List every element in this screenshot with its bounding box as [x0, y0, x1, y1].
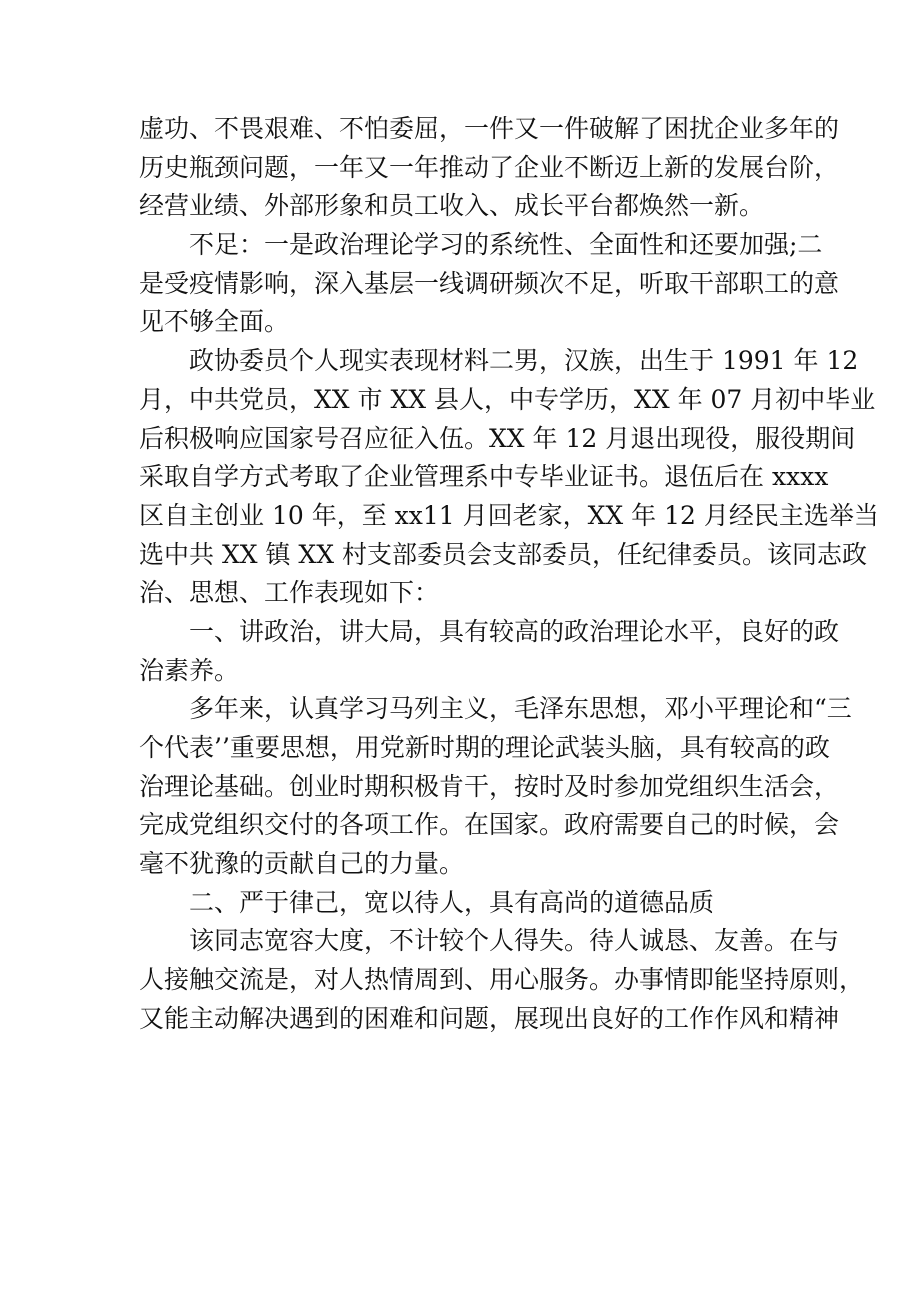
text-line: 多年来，认真学习马列主义，毛泽东思想，邓小平理论和“三: [189, 694, 852, 724]
text-line: 经营业绩、外部形象和员工收入、成长平台都焕然一新。: [139, 191, 765, 221]
text-line: 治、思想、工作表现如下：: [139, 578, 440, 608]
text-line: 一、讲政治，讲大局，具有较高的政治理论水平，良好的政: [189, 616, 840, 646]
text-line: 又能主动解决遇到的困难和问题，展现出良好的工作作风和精神: [139, 1003, 840, 1033]
text-line: 个代表’’重要思想，用党新时期的理论武装头脑，具有较高的政: [139, 733, 830, 762]
text-line: 采取自学方式考取了企业管理系中专毕业证书。退伍后在 xxxx: [139, 462, 829, 492]
text-line: 不足：一是政治理论学习的系统性、全面性和还要加强;二: [189, 230, 823, 260]
text-line: 月，中共党员，XX 市 XX 县人，中专学历，XX 年 07 月初中毕业: [139, 384, 876, 414]
document-body: [139, 110, 879, 1039]
text-line: 历史瓶颈问题，一年又一年推动了企业不断迈上新的发展台阶，: [139, 152, 840, 182]
text-line: 二、严于律己，宽以待人，具有高尚的道德品质: [189, 887, 715, 917]
text-line: 完成党组织交付的各项工作。在国家。政府需要自己的时候，会: [139, 810, 840, 840]
text-line: 选中共 XX 镇 XX 村支部委员会支部委员，任纪律委员。该同志政: [139, 539, 867, 569]
text-line: 治素养。: [139, 655, 240, 685]
text-line: 治理论基础。创业时期积极肯干，按时及时参加党组织生活会，: [139, 771, 840, 801]
text-line: 人接触交流是，对人热情周到、用心服务。办事情即能坚持原则，: [139, 965, 865, 995]
text-line: 见不够全面。: [139, 307, 290, 337]
text-line: 区自主创业 10 年，至 xx11 月回老家，XX 年 12 月经民主选举当: [139, 500, 879, 530]
text-line: 毫不犹豫的贡献自己的力量。: [139, 849, 465, 879]
text-line: 该同志宽容大度，不计较个人得失。待人诚恳、友善。在与: [189, 926, 840, 956]
text-line: 政协委员个人现实表现材料二男，汉族，出生于 1991 年 12: [189, 346, 859, 376]
text-line: 后积极响应国家号召应征入伍。XX 年 12 月退出现役，服役期间: [139, 423, 856, 453]
text-line: 是受疫情影响，深入基层一线调研频次不足，听取干部职工的意: [139, 268, 840, 298]
text-line: 虚功、不畏艰难、不怕委屈，一件又一件破解了困扰企业多年的: [139, 114, 840, 143]
